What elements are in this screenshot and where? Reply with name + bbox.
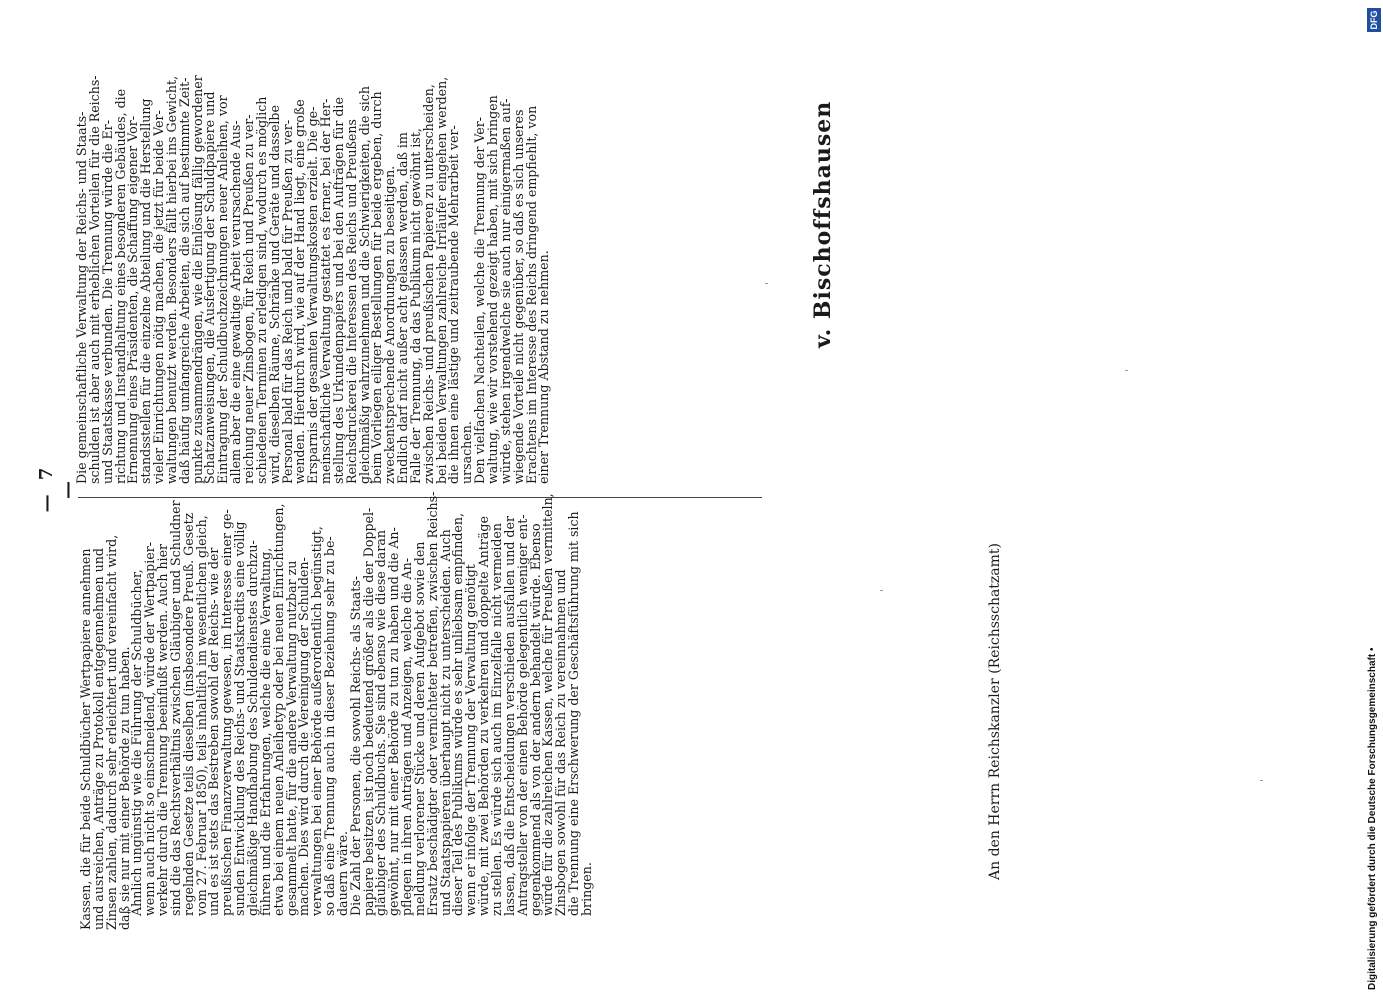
- text-line: gleichmäßig wahrzunehmen und die Schwierigkeiten, die sich: [356, 86, 372, 484]
- signature: v. Bischoffshausen: [810, 100, 836, 348]
- page-number: — 7 —: [36, 463, 78, 513]
- text-line: wenn auch nicht so einschneidend, würde der Wertpapier-: [142, 542, 158, 916]
- text-line: daß sie nur mit einer Behörde zu tun haben.: [116, 646, 132, 930]
- text-line: wenn er infolge der Trennung der Verwaltung genötigt: [463, 564, 479, 916]
- text-line: Die Zahl der Personen, die sowohl Reichs- als Staats-: [347, 575, 363, 916]
- text-line: gegenkommend als von der andern behandelt würde. Ebenso: [527, 523, 543, 916]
- text-line: Schatzanweisungen, die Ausfertigung der Schuldpapiere und: [202, 91, 218, 484]
- text-line: pflegen in ihren Anträgen und Anzeigen, welche die An-: [399, 558, 415, 916]
- paper-speck: [1125, 370, 1128, 371]
- text-line: dauern wäre.: [334, 830, 350, 916]
- text-line: Zinsen zahlen, dadurch sehr erleichtert und vereinfacht wird,: [103, 534, 119, 930]
- text-line: sunden Entwicklung des Reichs- und Staatskredits eine völlig: [232, 521, 248, 916]
- text-line: und es ist stets das Bestreben sowohl der Reichs- wie der: [206, 547, 222, 916]
- text-line: waltung, wie wir vorstehend gezeigt haben, mit sich bringen: [485, 95, 500, 484]
- text-line: preußischen Finanzverwaltung gewesen, im Interesse einer ge-: [219, 509, 235, 916]
- text-line: schiedenen Terminen zu erledigen sind, wodurch es möglich: [253, 96, 269, 484]
- text-line: bringen.: [578, 862, 594, 916]
- text-line: Endlich darf nicht außer acht gelassen werden, daß im: [395, 132, 411, 484]
- paragraph: [474, 68, 551, 498]
- paragraph: [131, 500, 349, 930]
- text-line: Falle der Trennung, da das Publikum nicht gewöhnt ist,: [407, 128, 423, 484]
- text-line: bei beiden Verwaltungen zahlreiche Irrläufer eingehen werden,: [433, 76, 449, 484]
- text-line: die ihnen eine lästige und zeitraubende Mehrarbeit ver-: [446, 125, 462, 484]
- text-line: verkehr durch die Trennung beeinflußt werden. Auch hier: [155, 543, 171, 916]
- text-line: punkte zusammendrängen, wie die Einlösung fällig gewordener: [189, 75, 205, 484]
- text-line: ursachen.: [459, 421, 475, 484]
- left-text-column: [78, 491, 594, 930]
- text-line: etwa bei einem neuen Anleihetyp oder bei neuen Einrichtungen,: [270, 503, 286, 916]
- paragraph: [80, 500, 131, 930]
- text-line: Kassen, die für beide Schuldbücher Wertpapiere annehmen: [78, 548, 93, 930]
- text-line: gesammelt hatte, für die andere Verwaltung nutzbar zu: [283, 560, 299, 916]
- text-line: und Staatspapieren überhaupt nicht zu unterscheiden. Auch: [437, 529, 453, 916]
- text-line: lassen, daß die Entscheidungen verschieden ausfallen und der: [501, 516, 517, 916]
- text-line: Die gemeinschaftliche Verwaltung der Reichs- und Staats-: [74, 111, 89, 484]
- paragraph: [76, 68, 397, 498]
- text-line: einer Trennung Abstand zu nehmen.: [536, 250, 552, 484]
- dfg-logo-text: DFG: [1369, 10, 1379, 30]
- text-line: dieser Teil des Publikums würde es sehr unliebsam empfinden,: [450, 513, 466, 916]
- text-line: Antragsteller von der einen Behörde gelegentlich weniger ent-: [514, 514, 530, 916]
- addressee-line: An den Herrn Reichskanzler (Reichsschatzamt): [987, 542, 1003, 880]
- paper-speck: [880, 590, 883, 591]
- text-line: stellung des Urkundenpapiers und bei den Aufträgen für die: [330, 97, 346, 484]
- text-line: regelnden Gesetze teils dieselben (insbesondere Preuß. Gesetz: [180, 512, 196, 916]
- text-line: beim Vorliegen eiliger Bestellungen für beide ergeben, durch: [369, 91, 385, 484]
- text-line: würde, mit zwei Behörden zu verkehren und doppelte Anträge: [476, 516, 492, 916]
- dfg-logo: [1367, 8, 1381, 32]
- text-line: machen. Dies wird durch die Vereinigung der Schulden-: [296, 557, 312, 916]
- text-line: Personal bald für das Reich und bald für Preußen zu ver-: [279, 119, 295, 484]
- right-text-column: [76, 68, 551, 498]
- text-line: vom 27. Februar 1850), teils inhaltlich im wesentlichen gleich,: [193, 515, 209, 916]
- text-line: waltungen benutzt werden. Besonders fällt hierbei ins Gewicht,: [163, 75, 179, 484]
- text-line: daß häufig umfangreiche Arbeiten, die sich auf bestimmte Zeit-: [176, 77, 192, 484]
- text-line: gleichmäßige Handhabung des Schuldendienstes durchzu-: [244, 540, 260, 916]
- text-line: schulden ist aber auch mit erheblichen Vorteilen für die Reichs-: [86, 75, 102, 484]
- text-line: verwaltungen bei einer Behörde außerordentlich begünstigt,: [309, 526, 325, 916]
- text-line: so daß eine Trennung auch in dieser Beziehung sehr zu be-: [322, 536, 338, 916]
- text-line: würde, stehen irgendwelche sie auch nur einigermaßen auf-: [497, 98, 513, 484]
- text-line: wiegende Vorteile nicht gegenüber, so daß es sich unseres: [510, 109, 526, 484]
- text-line: wenden. Hierdurch wird, wie auf der Hand liegt, eine große: [292, 99, 308, 484]
- text-line: gewöhnt, nur mit einer Behörde zu tun zu haben und die An-: [386, 527, 402, 916]
- paragraph: [397, 68, 474, 498]
- paragraph: [347, 491, 594, 930]
- text-line: Den vielfachen Nachteilen, welche die Trennung der Ver-: [472, 116, 488, 484]
- text-line: Ersatz beschädigter oder vernichteter betreffen, zwischen Reichs-: [424, 491, 440, 916]
- text-line: meldung verlorener Stücke und deren Aufgebot sowie den: [411, 541, 427, 916]
- text-line: und Staatskasse verbunden. Die Trennung würde die Er-: [99, 120, 115, 484]
- text-line: standsstellen für die einzelne Abteilung und die Herstellung: [138, 98, 154, 484]
- text-line: reichung neuer Zinsbogen, für Reich und Preußen zu ver-: [240, 114, 256, 484]
- text-line: führen und die Erfahrungen, welche die eine Verwaltung,: [257, 547, 273, 916]
- text-line: vieler Einrichtungen nötig machen, die jetzt für beide Ver-: [151, 110, 167, 484]
- text-line: Erachtens im Interesse des Reichs dringend empfiehlt, von: [523, 105, 539, 484]
- text-line: zweckentsprechende Anordnungen zu beseitigen.: [382, 165, 398, 484]
- paper-speck: [765, 283, 768, 284]
- text-line: zwischen Reichs- und preußischen Papieren zu unterscheiden,: [420, 84, 436, 484]
- text-line: Zinsbogen sowohl für das Reich zu vereinnahmen und: [553, 569, 569, 916]
- text-line: sind die das Rechtsverhältnis zwischen Gläubiger und Schuldner: [167, 500, 183, 916]
- text-line: richtung und Instandhaltung eines besonderen Gebäudes, die: [112, 88, 128, 484]
- text-line: würde für die zahlreichen Kassen, welche für Preußen vermitteln,: [540, 493, 556, 916]
- text-line: Ähnlich ungünstig wie die Führung der Schuldbücher,: [129, 569, 145, 916]
- text-line: Reichsdruckerei die Interessen des Reichs und Preußens: [343, 119, 359, 484]
- text-line: und ausreichen, Anträge zu Protokoll entgegennehmen und: [90, 548, 106, 930]
- text-line: die Trennung eine Erschwerung der Geschäftsführung mit sich: [566, 511, 582, 916]
- digitization-credit: Digitalisierung gefördert durch die Deutsche Forschungsgemeinschaft •: [1367, 647, 1378, 990]
- text-line: Ersparnis der gesamten Verwaltungskosten erzielt. Die ge-: [305, 106, 321, 484]
- text-line: gläubiger des Schuldbuchs. Sie sind ebenso wie diese daran: [373, 530, 389, 916]
- text-line: papiere besitzen, ist noch bedeutend größer als die der Doppel-: [360, 507, 376, 916]
- text-line: allem aber die eine gewaltige Arbeit verursachende Aus-: [228, 120, 244, 484]
- text-line: Eintragung der Schuldbuchzeichnungen neuer Anleihen, vor: [215, 95, 231, 484]
- text-line: zu stellen. Es würde sich auch im Einzelfalle nicht vermeiden: [489, 523, 504, 916]
- text-line: meinschaftliche Verwaltung gestattet es ferner, bei der Her-: [318, 98, 334, 484]
- text-line: wird, dieselben Räume, Schränke und Geräte und dasselbe: [266, 105, 282, 484]
- paper-speck: [1260, 780, 1263, 781]
- text-line: Ernennung eines Präsidenten, die Schaffung eigener Vor-: [125, 115, 141, 484]
